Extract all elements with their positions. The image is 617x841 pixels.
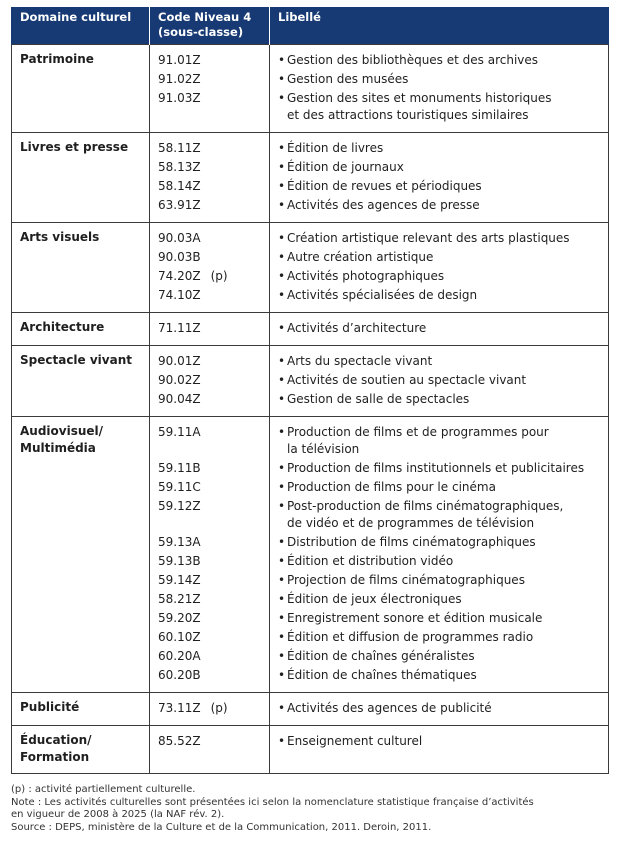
- table-row: [12, 133, 609, 223]
- bullet-icon: •: [278, 141, 286, 155]
- naf-code-text: 59.11B: [158, 461, 201, 475]
- bullet-icon: •: [278, 701, 286, 715]
- naf-code-text: 91.02Z: [158, 72, 201, 86]
- naf-code-text: 74.10Z: [158, 288, 201, 302]
- activity-label: Activités des agences de publicité: [287, 701, 492, 715]
- list-item: [278, 196, 601, 215]
- naf-code: [158, 70, 262, 89]
- activity-label: Édition de livres: [287, 141, 384, 155]
- bullet-icon: •: [278, 91, 286, 105]
- naf-code: [158, 267, 262, 286]
- naf-code: [158, 533, 262, 552]
- table-row: [12, 45, 609, 133]
- list-item: [278, 352, 601, 371]
- activity-label: Projection de films cinématographiques: [287, 573, 525, 587]
- activity-label: Édition et distribution vidéo: [287, 554, 454, 568]
- table-header-row: [12, 7, 609, 45]
- activity-label: Post-production de films cinématographiques, de vidéo et de programmes de télévision: [287, 499, 564, 530]
- list-item: [278, 552, 601, 571]
- label-cell: [270, 726, 609, 774]
- naf-code-text: 59.11C: [158, 480, 201, 494]
- naf-code-text: 59.13B: [158, 554, 201, 568]
- naf-code-text: 91.01Z: [158, 53, 201, 67]
- table-row: [12, 223, 609, 313]
- domain-cell: Architecture: [12, 313, 150, 346]
- activity-label: Activités d’architecture: [287, 321, 427, 335]
- list-item: [278, 478, 601, 497]
- naf-code-text: 58.14Z: [158, 179, 201, 193]
- bullet-icon: •: [278, 554, 286, 568]
- header-code: Code Niveau 4 (sous-classe): [150, 7, 270, 45]
- naf-code-text: 58.21Z: [158, 592, 201, 606]
- list-item: [278, 139, 601, 158]
- domain-cell: Éducation/ Formation: [12, 726, 150, 774]
- bullet-icon: •: [278, 288, 286, 302]
- activity-label: Gestion des bibliothèques et des archives: [287, 53, 539, 67]
- list-item: [278, 248, 601, 267]
- list-item: [278, 51, 601, 70]
- naf-code-text: 59.13A: [158, 535, 201, 549]
- naf-code-text: 63.91Z: [158, 198, 201, 212]
- list-item: [278, 732, 601, 751]
- code-cell: [150, 693, 270, 726]
- naf-code-text: 71.11Z: [158, 321, 201, 335]
- list-item: [278, 666, 601, 685]
- list-item: [278, 390, 601, 409]
- activity-label: Activités photographiques: [287, 269, 445, 283]
- bullet-icon: •: [278, 480, 286, 494]
- list-item: [278, 158, 601, 177]
- bullet-icon: •: [278, 321, 286, 335]
- header-label: Libellé: [270, 7, 609, 45]
- naf-code-text: 58.13Z: [158, 160, 201, 174]
- naf-code-text: 59.12Z: [158, 499, 201, 513]
- label-cell: [270, 693, 609, 726]
- activity-label: Production de films et de programmes pour la télévision: [287, 425, 549, 456]
- list-item: [278, 319, 601, 338]
- table-row: [12, 726, 609, 774]
- naf-code-text: 59.11A: [158, 425, 201, 439]
- activity-label: Édition de journaux: [287, 160, 404, 174]
- bullet-icon: •: [278, 179, 286, 193]
- bullet-icon: •: [278, 425, 286, 439]
- domain-cell: Spectacle vivant: [12, 346, 150, 417]
- naf-code-text: 59.14Z: [158, 573, 201, 587]
- list-item: [278, 590, 601, 609]
- code-cell: [150, 417, 270, 693]
- nomenclature-table: [11, 7, 609, 774]
- code-cell: [150, 346, 270, 417]
- activity-label: Distribution de films cinématographiques: [287, 535, 536, 549]
- activity-label: Édition et diffusion de programmes radio: [287, 630, 534, 644]
- naf-code: [158, 571, 262, 590]
- naf-code-text: 58.11Z: [158, 141, 201, 155]
- bullet-icon: •: [278, 630, 286, 644]
- label-cell: [270, 417, 609, 693]
- naf-code: [158, 319, 262, 338]
- table-notes: [11, 784, 608, 834]
- activity-label: Création artistique relevant des arts plastiques: [287, 231, 570, 245]
- list-item: [278, 533, 601, 552]
- naf-code-text: 90.04Z: [158, 392, 201, 406]
- naf-code: [158, 229, 262, 248]
- activity-label: Enseignement culturel: [287, 734, 423, 748]
- naf-code: [158, 590, 262, 609]
- code-cell: [150, 133, 270, 223]
- header-domain: Domaine culturel: [12, 7, 150, 45]
- activity-label: Activités de soutien au spectacle vivant: [287, 373, 527, 387]
- naf-code: [158, 352, 262, 371]
- label-cell: [270, 223, 609, 313]
- table-row: [12, 346, 609, 417]
- naf-code: [158, 158, 262, 177]
- bullet-icon: •: [278, 231, 286, 245]
- list-item: [278, 609, 601, 628]
- activity-label: Édition de jeux électroniques: [287, 592, 462, 606]
- activity-label: Édition de revues et périodiques: [287, 179, 482, 193]
- table-row: [12, 417, 609, 693]
- list-item: [278, 267, 601, 286]
- domain-cell: Livres et presse: [12, 133, 150, 223]
- note-partial: (p) : activité partiellement culturelle.: [11, 784, 196, 795]
- naf-code-text: 60.10Z: [158, 630, 201, 644]
- bullet-icon: •: [278, 198, 286, 212]
- naf-code: [158, 478, 262, 497]
- code-cell: [150, 726, 270, 774]
- activity-label: Gestion de salle de spectacles: [287, 392, 470, 406]
- activity-label: Enregistrement sonore et édition musicale: [287, 611, 543, 625]
- domain-cell: Arts visuels: [12, 223, 150, 313]
- naf-code: [158, 51, 262, 70]
- naf-code-text: 85.52Z: [158, 734, 201, 748]
- naf-code: [158, 732, 262, 751]
- label-cell: [270, 133, 609, 223]
- list-item: [278, 459, 601, 478]
- bullet-icon: •: [278, 734, 286, 748]
- list-item: [278, 647, 601, 666]
- naf-code: [158, 286, 262, 305]
- naf-code: [158, 390, 262, 409]
- naf-code-text: 74.20Z: [158, 269, 201, 283]
- naf-code: [158, 423, 262, 459]
- list-item: [278, 699, 601, 718]
- bullet-icon: •: [278, 354, 286, 368]
- naf-code-text: 59.20Z: [158, 611, 201, 625]
- naf-code: [158, 89, 262, 125]
- naf-code-text: 60.20A: [158, 649, 201, 663]
- naf-code: [158, 609, 262, 628]
- bullet-icon: •: [278, 269, 286, 283]
- bullet-icon: •: [278, 461, 286, 475]
- activity-label: Autre création artistique: [287, 250, 434, 264]
- bullet-icon: •: [278, 392, 286, 406]
- activity-label: Édition de chaînes thématiques: [287, 668, 477, 682]
- domain-cell: Audiovisuel/ Multimédia: [12, 417, 150, 693]
- naf-code-text: 73.11Z: [158, 701, 201, 715]
- naf-code-text: 91.03Z: [158, 91, 201, 105]
- activity-label: Gestion des sites et monuments historiques et des attractions touristiques similaires: [287, 91, 552, 122]
- partial-marker: (p): [210, 269, 228, 283]
- activity-label: Gestion des musées: [287, 72, 409, 86]
- bullet-icon: •: [278, 499, 286, 513]
- label-cell: [270, 313, 609, 346]
- bullet-icon: •: [278, 535, 286, 549]
- table-row: [12, 693, 609, 726]
- naf-code: [158, 647, 262, 666]
- bullet-icon: •: [278, 611, 286, 625]
- list-item: [278, 89, 601, 125]
- bullet-icon: •: [278, 573, 286, 587]
- activity-label: Activités des agences de presse: [287, 198, 480, 212]
- partial-marker: (p): [210, 701, 228, 715]
- bullet-icon: •: [278, 649, 286, 663]
- list-item: [278, 628, 601, 647]
- bullet-icon: •: [278, 72, 286, 86]
- activity-label: Arts du spectacle vivant: [287, 354, 433, 368]
- naf-code: [158, 248, 262, 267]
- naf-code: [158, 371, 262, 390]
- list-item: [278, 70, 601, 89]
- activity-label: Édition de chaînes généralistes: [287, 649, 475, 663]
- naf-code-text: 90.02Z: [158, 373, 201, 387]
- bullet-icon: •: [278, 373, 286, 387]
- bullet-icon: •: [278, 668, 286, 682]
- domain-cell: Publicité: [12, 693, 150, 726]
- label-cell: [270, 45, 609, 133]
- naf-code: [158, 196, 262, 215]
- list-item: [278, 371, 601, 390]
- naf-code: [158, 699, 262, 718]
- note-nomenclature: Note : Les activités culturelles sont présentées ici selon la nomenclature statistique française d’activités en vigueur de 2008 à 2025 (la NAF rév. 2).: [11, 796, 534, 820]
- list-item: [278, 497, 601, 533]
- note-source: Source : DEPS, ministère de la Culture et de la Communication, 2011. Deroin, 2011.: [11, 821, 432, 833]
- bullet-icon: •: [278, 592, 286, 606]
- list-item: [278, 229, 601, 248]
- list-item: [278, 286, 601, 305]
- bullet-icon: •: [278, 250, 286, 264]
- naf-code-text: 90.03B: [158, 250, 201, 264]
- list-item: [278, 423, 601, 459]
- list-item: [278, 177, 601, 196]
- naf-code: [158, 552, 262, 571]
- list-item: [278, 571, 601, 590]
- naf-code: [158, 497, 262, 533]
- naf-code: [158, 139, 262, 158]
- naf-code: [158, 459, 262, 478]
- label-cell: [270, 346, 609, 417]
- naf-code: [158, 177, 262, 196]
- naf-code: [158, 666, 262, 685]
- activity-label: Production de films institutionnels et publicitaires: [287, 461, 585, 475]
- naf-code-text: 60.20B: [158, 668, 201, 682]
- code-cell: [150, 313, 270, 346]
- naf-code: [158, 628, 262, 647]
- bullet-icon: •: [278, 53, 286, 67]
- table-row: [12, 313, 609, 346]
- activity-label: Production de films pour le cinéma: [287, 480, 496, 494]
- naf-code-text: 90.03A: [158, 231, 201, 245]
- domain-cell: Patrimoine: [12, 45, 150, 133]
- activity-label: Activités spécialisées de design: [287, 288, 478, 302]
- code-cell: [150, 45, 270, 133]
- naf-code-text: 90.01Z: [158, 354, 201, 368]
- bullet-icon: •: [278, 160, 286, 174]
- code-cell: [150, 223, 270, 313]
